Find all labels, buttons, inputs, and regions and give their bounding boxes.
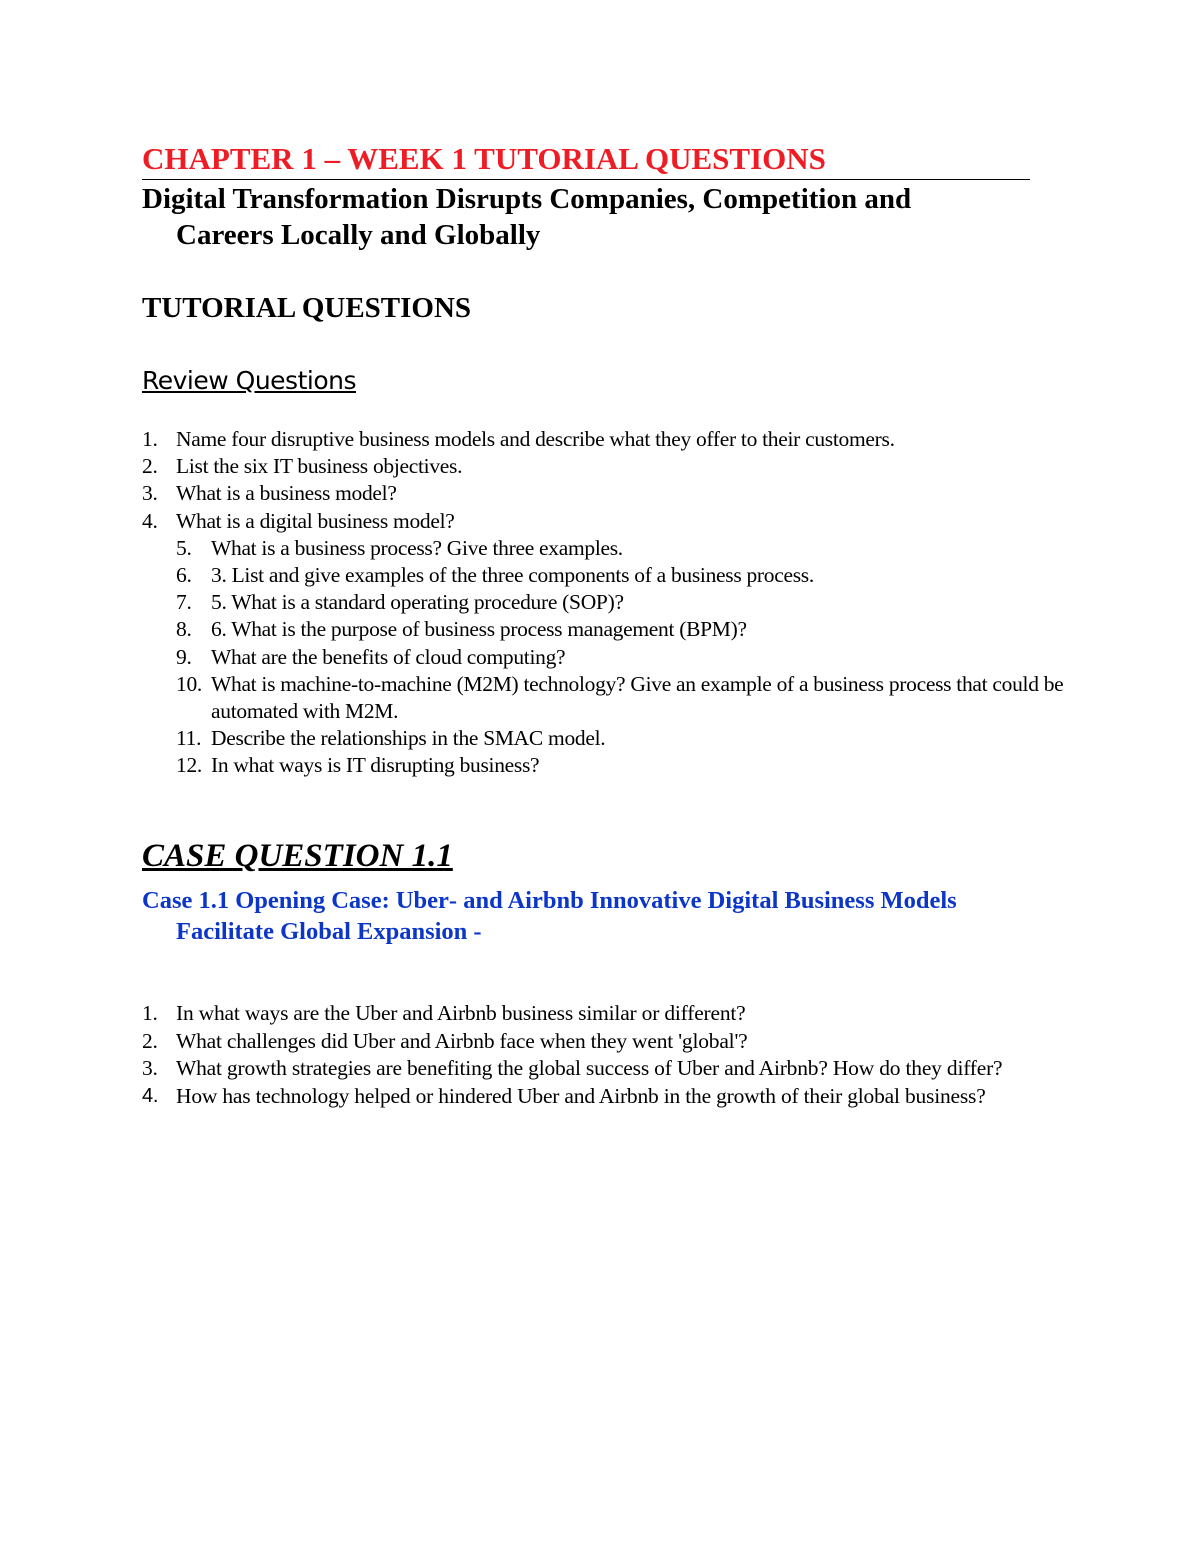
case-questions-list <box>142 1000 1058 1110</box>
list-item-text: Name four disruptive business models and describe what they offer to their customers. <box>176 427 895 451</box>
list-item <box>142 508 1072 535</box>
list-item <box>142 1028 1058 1056</box>
list-item-text: What is a business model? <box>176 481 397 506</box>
list-item-number: 9. <box>176 644 192 669</box>
list-item-text: 6. What is the purpose of business process management (BPM)? <box>211 617 747 642</box>
list-item <box>142 644 1072 671</box>
list-item <box>142 535 1072 562</box>
list-item-number: 4. <box>142 508 158 533</box>
list-item <box>142 589 1072 616</box>
case-subtitle <box>142 885 1072 947</box>
list-item-number: 3. <box>142 481 158 506</box>
case-question-heading: CASE QUESTION 1.1 <box>142 838 453 874</box>
list-item <box>142 1000 1058 1028</box>
list-item-text: In what ways are the Uber and Airbnb business similar or different? <box>176 1001 746 1025</box>
review-questions-heading: Review Questions <box>142 366 356 395</box>
list-item <box>142 616 1072 643</box>
list-item-number: 2. <box>142 454 158 479</box>
list-item-number: 8. <box>176 617 192 642</box>
list-item-text: In what ways is IT disrupting business? <box>211 753 540 778</box>
list-item-text: List the six IT business objectives. <box>176 454 463 479</box>
list-item-number: 6. <box>176 563 192 588</box>
case-subtitle-line-2: Facilitate Global Expansion - <box>176 918 482 945</box>
list-item-text: What growth strategies are benefiting the global success of Uber and Airbnb? How do they differ? <box>176 1056 1003 1080</box>
list-item-text: Describe the relationships in the SMAC model. <box>211 726 606 751</box>
list-item <box>142 453 1072 480</box>
list-item-number: 3. <box>142 1056 158 1080</box>
list-item-text: How has technology helped or hindered Uber and Airbnb in the growth of their global business? <box>176 1083 986 1108</box>
title-underline-rule <box>142 179 1030 180</box>
list-item-text: What is a digital business model? <box>176 508 455 533</box>
list-item <box>142 725 1072 752</box>
review-questions-list <box>142 426 1072 780</box>
list-item-number: 11. <box>176 726 202 751</box>
list-item-text: What is a business process? Give three examples. <box>211 535 623 560</box>
case-subtitle-line-1: Case 1.1 Opening Case: Uber‐ and Airbnb Innovative Digital Business Models <box>142 887 957 914</box>
chapter-title: CHAPTER 1 – WEEK 1 TUTORIAL QUESTIONS <box>142 141 826 176</box>
list-item-number: 1. <box>142 427 158 451</box>
tutorial-questions-heading: TUTORIAL QUESTIONS <box>142 292 472 324</box>
list-item-number: 2. <box>142 1028 158 1053</box>
list-item <box>142 671 1072 725</box>
chapter-subtitle <box>142 181 1022 253</box>
list-item-number: 5. <box>176 535 192 560</box>
list-item <box>142 1055 1058 1083</box>
list-item-text: What are the benefits of cloud computing? <box>211 644 566 669</box>
list-item-number: 7. <box>176 590 192 615</box>
chapter-subtitle-line-2: Careers Locally and Globally <box>176 219 541 251</box>
list-item <box>142 562 1072 589</box>
list-item-number: 4. <box>142 1084 159 1107</box>
list-item-number: 1. <box>142 1001 158 1025</box>
list-item-text: What challenges did Uber and Airbnb face when they went 'global'? <box>176 1028 748 1053</box>
list-item <box>142 1083 1058 1111</box>
list-item-number: 10. <box>176 671 202 696</box>
list-item <box>142 426 1072 453</box>
list-item-number: 12. <box>176 753 202 778</box>
list-item <box>142 752 1072 779</box>
chapter-subtitle-line-1: Digital Transformation Disrupts Companies, Competition and <box>142 183 912 215</box>
list-item <box>142 480 1072 507</box>
list-item-text: 3. List and give examples of the three components of a business process. <box>211 563 814 588</box>
list-item-text: What is machine-to-machine (M2M) technology? Give an example of a business process that could be automated with M2M. <box>211 671 1064 724</box>
list-item-text: 5. What is a standard operating procedure (SOP)? <box>211 590 624 615</box>
